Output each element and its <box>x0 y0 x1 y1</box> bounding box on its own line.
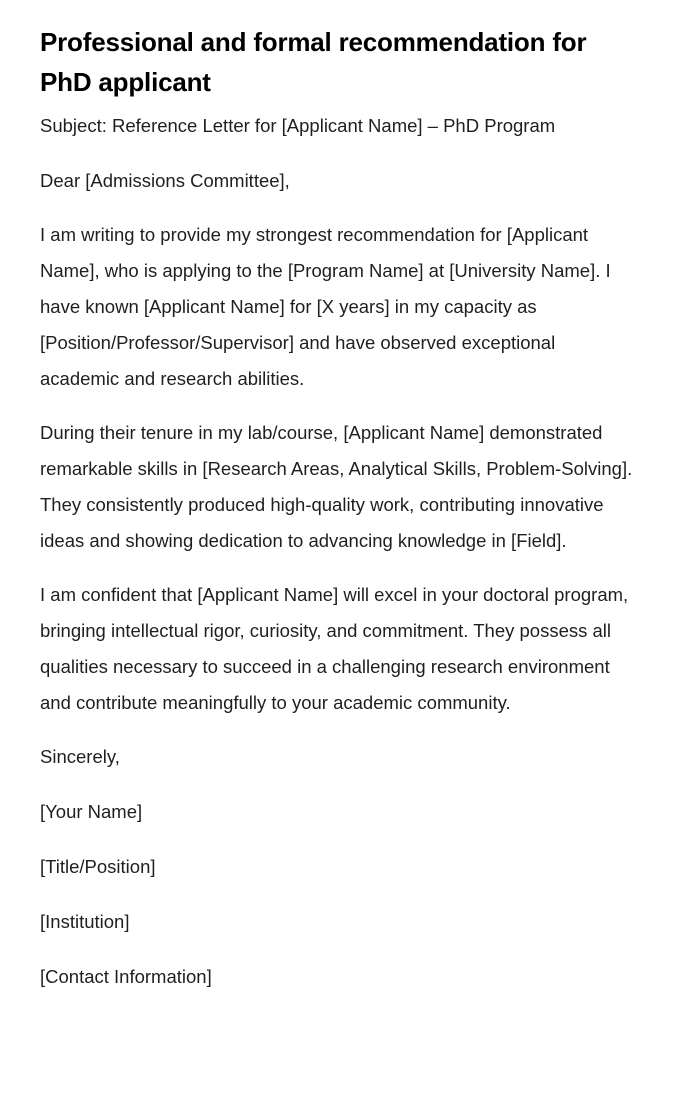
signature-institution: [Institution] <box>40 911 130 932</box>
subject-line: Subject: Reference Letter for [Applicant Name] – PhD Program <box>40 115 556 136</box>
signature-title-position: [Title/Position] <box>40 856 156 877</box>
body-paragraph-2: During their tenure in my lab/course, [Applicant Name] demonstrated remarkable skills in [Research Areas, Analytical Skills, Problem-Solving]. They consistently produced high-quality work, contributing innovative ideas and showing dedication to advancing knowledge in [Field]. <box>40 422 633 551</box>
body-paragraph-1: I am writing to provide my strongest recommendation for [Applicant Name], who is applying to the [Program Name] at [University Name]. I have known [Applicant Name] for [X years] in my capacity as [Position/Professor/Supervisor] and have observed exceptional academic and research abilities. <box>40 224 611 389</box>
page-title: Professional and formal recommendation for PhD applicant <box>40 27 587 97</box>
signature-your-name: [Your Name] <box>40 801 143 822</box>
closing-salutation: Sincerely, <box>40 746 120 767</box>
signature-contact-information: [Contact Information] <box>40 966 212 987</box>
salutation: Dear [Admissions Committee], <box>40 170 290 191</box>
body-paragraph-3: I am confident that [Applicant Name] will excel in your doctoral program, bringing intellectual rigor, curiosity, and commitment. They possess all qualities necessary to succeed in a challenging research environment and contribute meaningfully to your academic community. <box>40 584 629 713</box>
